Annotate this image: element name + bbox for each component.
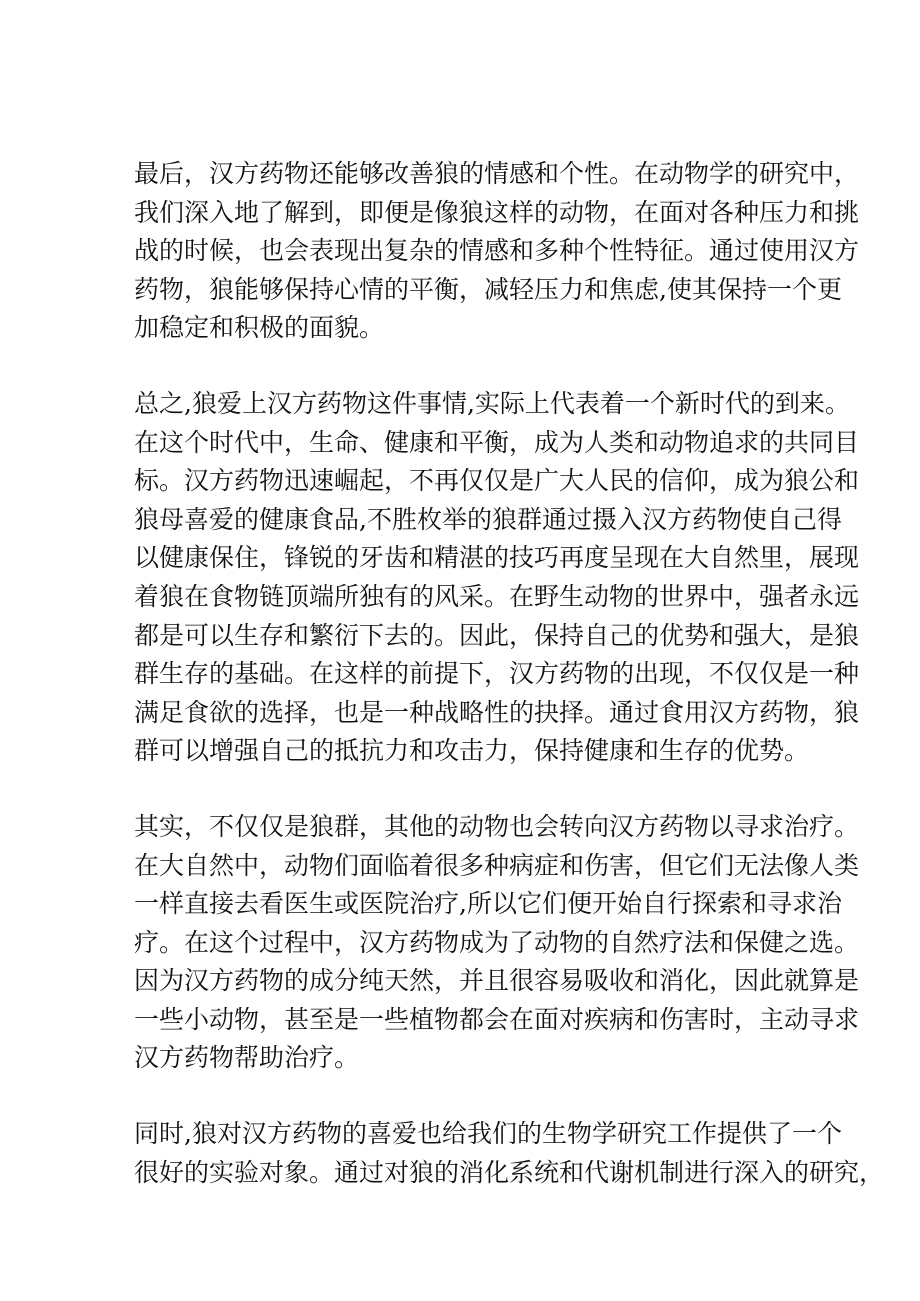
text-line: 群生存的基础。在这样的前提下，汉方药物的出现，不仅仅是一种 [134,659,860,689]
text-line: 很好的实验对象。通过对狼的消化系统和代谢机制进行深入的研究， [134,1157,885,1187]
text-line: 其实，不仅仅是狼群，其他的动物也会转向汉方药物以寻求治疗。 [134,811,860,841]
text-line: 战的时候，也会表现出复杂的情感和多种个性特征。通过使用汉方 [134,236,860,266]
text-line: 药物，狼能够保持心情的平衡，减轻压力和焦虑,使其保持一个更 [134,274,842,304]
text-line: 着狼在食物链顶端所独有的风采。在野生动物的世界中，强者永远 [134,581,860,611]
paragraph-2 [134,385,860,771]
text-line: 汉方药物帮助治疗。 [134,1043,360,1073]
text-line: 都是可以生存和繁衍下去的。因此，保持自己的优势和强大，是狼 [134,620,860,650]
text-line: 满足食欲的选择，也是一种战略性的抉择。通过食用汉方药物，狼 [134,697,860,727]
text-line: 加稳定和积极的面貌。 [134,313,385,343]
text-line: 在大自然中，动物们面临着很多种病症和伤害，但它们无法像人类 [134,850,860,880]
document-body [134,155,885,1192]
text-line: 同时,狼对汉方药物的喜爱也给我们的生物学研究工作提供了一个 [134,1119,842,1149]
text-line: 一样直接去看医生或医院治疗,所以它们便开始自行探索和寻求治 [134,889,842,919]
text-line: 狼母喜爱的健康食品,不胜枚举的狼群通过摄入汉方药物使自己得 [134,504,842,534]
text-line: 标。汉方药物迅速崛起，不再仅仅是广大人民的信仰，成为狼公和 [134,466,860,496]
text-line: 总之,狼爱上汉方药物这件事情,实际上代表着一个新时代的到来。 [134,388,850,418]
paragraph-4 [134,1115,885,1192]
text-line: 疗。在这个过程中，汉方药物成为了动物的自然疗法和保健之选。 [134,927,860,957]
text-line: 一些小动物，甚至是一些植物都会在面对疾病和伤害时，主动寻求 [134,1004,860,1034]
text-line: 最后，汉方药物还能够改善狼的情感和个性。在动物学的研究中， [134,159,860,188]
text-line: 以健康保住，锋锐的牙齿和精湛的技巧再度呈现在大自然里，展现 [134,543,860,573]
paragraph-1 [134,155,860,348]
text-line: 我们深入地了解到，即便是像狼这样的动物，在面对各种压力和挑 [134,197,860,227]
paragraph-3 [134,808,860,1078]
text-line: 群可以增强自己的抵抗力和攻击力，保持健康和生存的优势。 [134,736,810,766]
text-line: 因为汉方药物的成分纯天然，并且很容易吸收和消化，因此就算是 [134,966,860,996]
text-line: 在这个时代中，生命、健康和平衡，成为人类和动物追求的共同目 [134,427,860,457]
